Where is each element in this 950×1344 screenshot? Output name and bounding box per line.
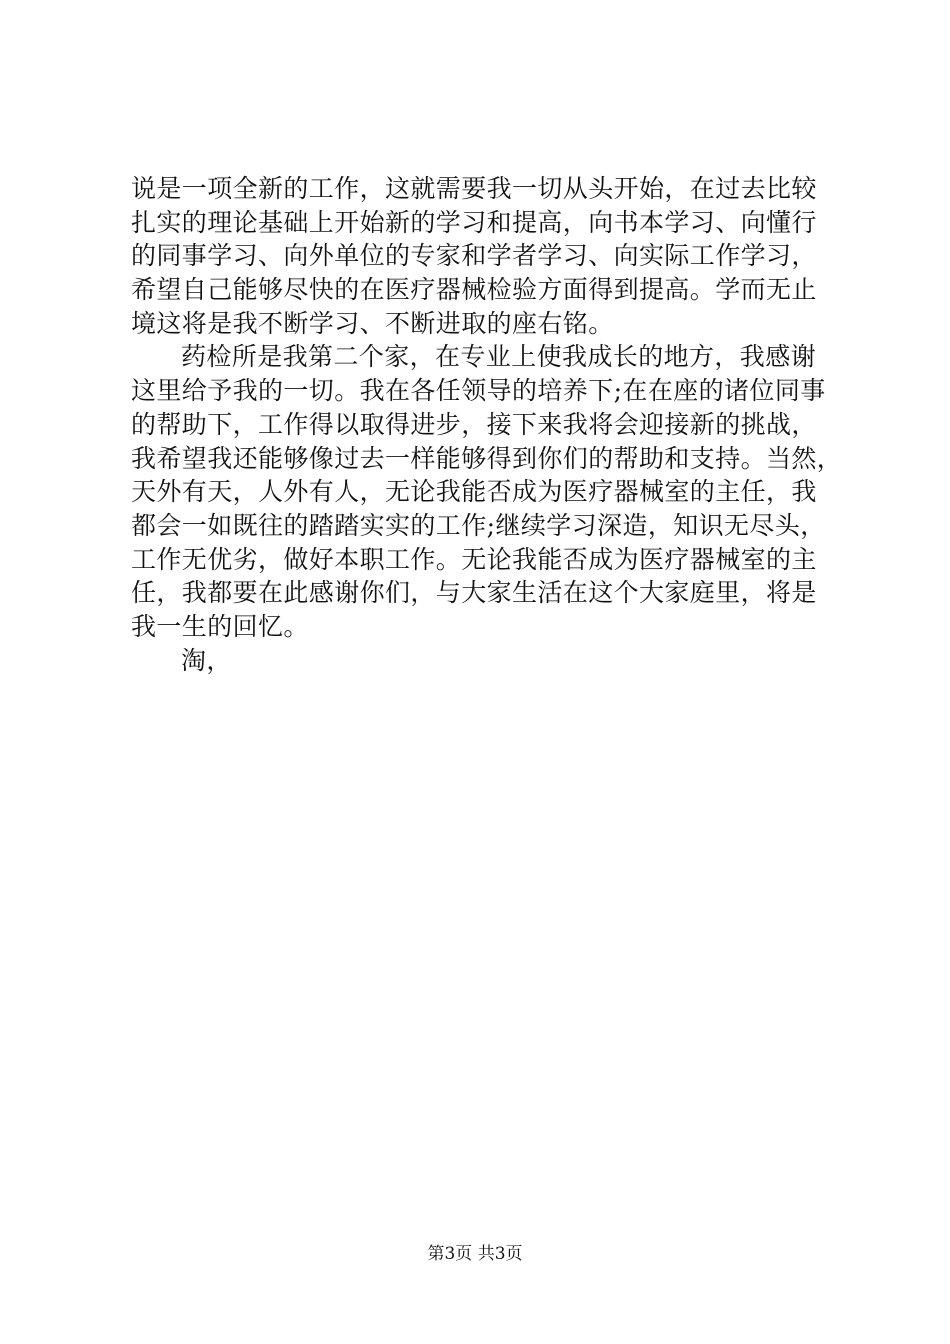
- paragraph-line: 的帮助下，工作得以取得进步，接下来我将会迎接新的挑战，: [131, 409, 817, 439]
- page-number-footer: 第3页 共3页: [427, 1244, 523, 1264]
- paragraph-line: 我一生的回忆。: [131, 611, 309, 641]
- paragraph-line: 淘，: [181, 645, 232, 675]
- paragraph-line: 希望自己能够尽快的在医疗器械检验方面得到提高。学而无止: [131, 275, 817, 305]
- paragraph-line: 这里给予我的一切。我在各任领导的培养下;在在座的诸位同事: [131, 376, 826, 406]
- paragraph-line: 境这将是我不断学习、不断进取的座右铭。: [131, 308, 614, 338]
- paragraph-line: 天外有天，人外有人，无论我能否成为医疗器械室的主任，我: [131, 477, 817, 507]
- paragraph-line: 说是一项全新的工作，这就需要我一切从头开始，在过去比较: [131, 174, 817, 203]
- paragraph-line: 我希望我还能够像过去一样能够得到你们的帮助和支持。当然，: [131, 443, 843, 473]
- paragraph-line: 的同事学习、向外单位的专家和学者学习、向实际工作学习，: [131, 241, 817, 271]
- document-body: [131, 172, 843, 677]
- paragraph-line: 工作无优劣，做好本职工作。无论我能否成为医疗器械室的主: [131, 544, 817, 574]
- paragraph-line: 都会一如既往的踏踏实实的工作;继续学习深造，知识无尽头，: [131, 510, 826, 540]
- paragraph-line: 药检所是我第二个家，在专业上使我成长的地方，我感谢: [181, 342, 817, 372]
- paragraph-line: 任，我都要在此感谢你们，与大家生活在这个大家庭里，将是: [131, 578, 817, 608]
- paragraph-line: 扎实的理论基础上开始新的学习和提高，向书本学习、向懂行: [131, 207, 817, 237]
